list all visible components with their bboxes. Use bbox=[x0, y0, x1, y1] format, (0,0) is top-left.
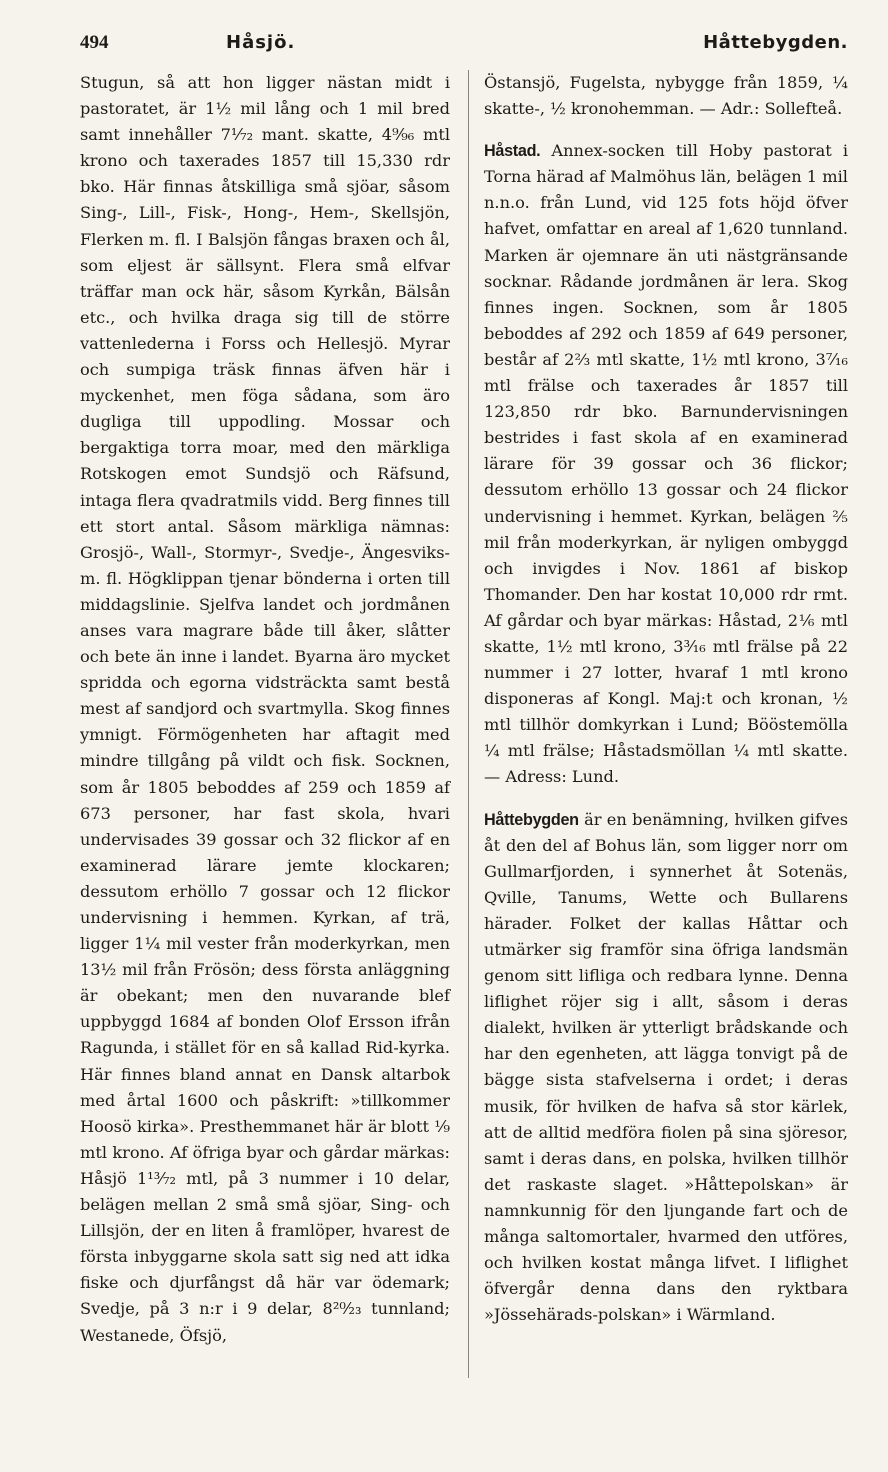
left-column bbox=[80, 70, 450, 1349]
hastad-entry bbox=[484, 138, 848, 790]
page-header bbox=[80, 30, 848, 58]
hattebygden-title: Håttebygden bbox=[484, 810, 579, 829]
paragraph-gap bbox=[484, 122, 848, 138]
column-divider bbox=[468, 70, 469, 1378]
hastad-title: Håstad. bbox=[484, 142, 541, 161]
page-number: 494 bbox=[80, 32, 109, 53]
hattebygden-text: är en benämning, hvilken gifves åt den del af Bohus län, som ligger norr om Gullmarfjorden, i synnerhet åt Sotenäs, Qville, Tanums, Wette och Bullarens härader. Folket der kallas Håttar och utmärker sig framför sina öfriga landsmän genom sitt lifliga och redbara lynne. Denna liflighet röjer sig i allt, såsom i deras dialekt, hvilken är ytterligt brådskande och har den egenheten, att lägga tonvigt på de bägge sista stafvelserna i ordet; i deras musik, för hvilken de hafva så stor kärlek, att de alltid medföra fiolen på sina sjöresor, samt i deras dans, en polska, hvilken tillhör det raskaste slaget. »Håttepolskan» är namnkunnig för den ljungande fart och de många saltomortaler, hvarmed den utföres, och hvilken kostat många lifvet. I liflighet öfvergår denna dans den ryktbara »Jössehärads-polskan» i Wärmland. bbox=[484, 809, 848, 1325]
left-column-text: Stugun, så att hon ligger nästan midt i pastoratet, är 1½ mil lång och 1 mil bred samt innehåller 7¹⁄₇₂ mant. skatte, 4⁹⁄₉₆ mtl krono och taxerades 1857 till 15,330 rdr bko. Här finnas åtskilliga små sjöar, såsom Sing-, Lill-, Fisk-, Hong-, Hem-, Skellsjön, Flerken m. fl. I Balsjön fångas braxen och ål, som eljest är sällsynt. Flera små elfvar träffar man ock här, såsom Kyrkån, Bälsån etc., och hvilka draga sig till de större vattenlederna i Forss och Hellesjö. Myrar och sumpiga träsk finnas äfven här i myckenhet, men föga sådana, som äro dugliga till uppodling. Mossar och bergaktiga torra moar, med den märkliga Rotskogen emot Sundsjö och Räfsund, intaga flera qvadratmils vidd. Berg finnes till ett stort antal. Såsom märkliga nämnas: Grosjö-, Wall-, Stormyr-, Svedje-, Ängesviks- m. fl. Högklippan tjenar bönderna i orten till middagslinie. Sjelfva landet och jordmånen anses vara magrare både till åker, slåtter och bete än inne i landet. Byarna äro mycket spridda och egorna vidsträckta samt bestå mest af sandjord och svartmylla. Skog finnes ymnigt. Förmögenheten har aftagit med mindre tillgång på vildt och fisk. Socknen, som år 1805 beboddes af 259 och 1859 af 673 personer, har fast skola, hvari undervisades 39 gossar och 32 flickor af en examinerad lärare jemte klockaren; dessutom erhöllo 7 gossar och 12 flickor undervisning i hemmen. Kyrkan, af trä, ligger 1¼ mil vester från moderkyrkan, men 13½ mil från Frösön; dess första anläggning är obekant; men den nuvarande blef uppbyggd 1684 af bonden Olof Ersson ifrån Ragunda, i stället för en så kallad Rid-kyrka. Här finnes bland annat en Dansk altarbok med årtal 1600 och påskrift: »tillkommer Hoosö kirka». Presthemmanet här är blott ⅑ mtl krono. Af öfriga byar och gårdar märkas: Håsjö 1¹³⁄₇₂ mtl, på 3 nummer i 10 delar, belägen mellan 2 små små sjöar, Sing- och Lillsjön, der en liten å framlöper, hvarest de första inbyggarne skola satt sig ned att idka fiske och djurfångst då här var ödemark; Svedje, på 3 n:r i 9 delar, 8²⁰⁄₂₃ tunnland; Westanede, Öfsjö, bbox=[80, 73, 450, 1345]
paragraph-gap bbox=[484, 791, 848, 807]
right-column-intro: Östansjö, Fugelsta, nybygge från 1859, ¼ skatte-, ½ kronohemman. — Adr.: Sollefteå. bbox=[484, 73, 848, 119]
right-running-head: Håttebygden. bbox=[703, 32, 848, 53]
right-column bbox=[484, 70, 848, 1328]
hastad-text: Annex-socken till Hoby pastorat i Torna härad af Malmöhus län, belägen 1 mil n.n.o. från Lund, vid 125 fots höjd öfver hafvet, omfattar en areal af 1,620 tunnland. Marken är ojemnare än uti nästgränsande socknar. Rådande jordmånen är lera. Skog finnes ingen. Socknen, som år 1805 beboddes af 292 och 1859 af 649 personer, består af 2⅔ mtl skatte, 1½ mtl krono, 3⁷⁄₁₆ mtl frälse och taxerades år 1857 till 123,850 rdr bko. Barnundervisningen bestrides i fast skola af en examinerad lärare för 39 gossar och 36 flickor; dessutom erhöllo 13 gossar och 24 flickor undervisning i hemmet. Kyrkan, belägen ⅖ mil från moderkyrkan, är nyligen ombyggd och invigdes i Nov. 1861 af biskop Thomander. Den har kostat 10,000 rdr rmt. Af gårdar och byar märkas: Håstad, 2⅙ mtl skatte, 1½ mtl krono, 3³⁄₁₆ mtl frälse på 22 nummer i 27 lotter, hvaraf 1 mtl krono disponeras af Kongl. Maj:t och kronan, ½ mtl tillhör domkyrkan i Lund; Bööstemölla ¼ mtl frälse; Håstadsmöllan ¼ mtl skatte. — Adress: Lund. bbox=[484, 141, 848, 787]
hattebygden-entry bbox=[484, 807, 848, 1329]
left-running-head: Håsjö. bbox=[226, 32, 296, 53]
